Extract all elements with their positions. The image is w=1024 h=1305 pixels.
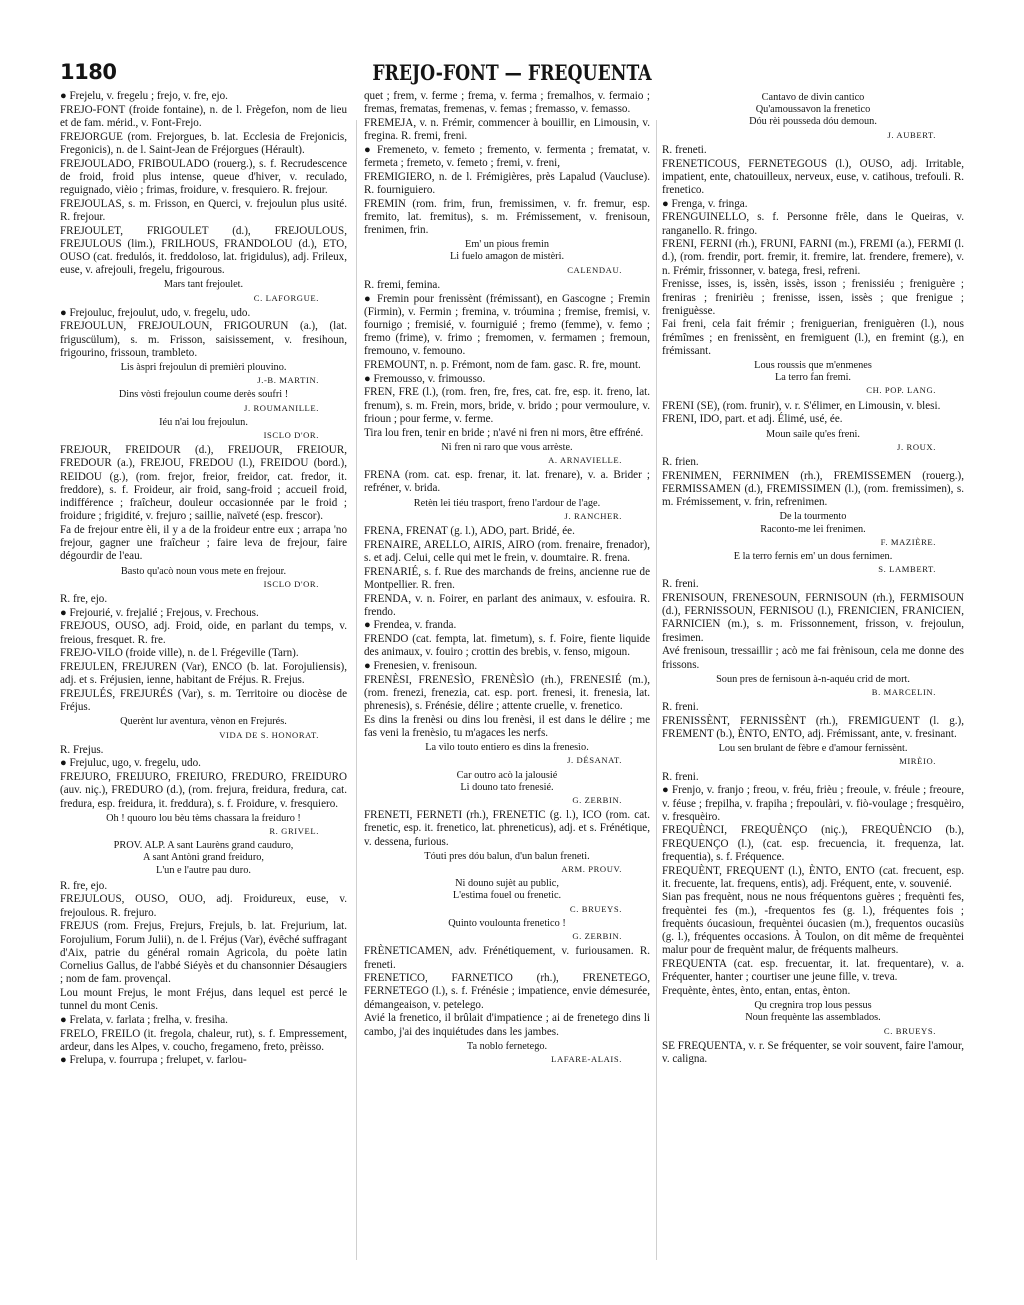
citation-line: Querènt lur aventura, vènon en Frejurés. [120,716,287,728]
citation-line: Qu cregnira trop lous pessus [754,1000,872,1012]
verse-citation [662,1000,964,1037]
dictionary-entry: Fa de frejour entre èli, il y a de la froideur entre eux ; arrapa 'no frejour, gagner une fraîcheur ; faire leva de frejour, faire dégourdir de l'eau. [60,524,347,563]
verse-citation [364,770,650,807]
verse-citation [662,674,964,698]
verse-citation [662,360,964,397]
citation-line: Quinto voulounta frenetico ! [448,917,566,929]
dictionary-entry: ● Fremousso, v. frimousso. [364,372,486,385]
citation-author: ISCLO D'OR. [263,578,319,589]
citation-line: Lous roussis que m'enmenes [754,360,872,372]
dictionary-entry: SE FREQUENTA, v. r. Se fréquenter, se voir souvent, faire l'amour, v. caligna. [662,1039,964,1065]
dictionary-entry: ● Frelupa, v. fourrupa ; frelupet, v. farlou- [60,1054,247,1067]
dictionary-entry: Frenisse, isses, is, issèn, issès, isson ; frenissiéu ; freniguère ; freniras ; frenirièu ; frenisse, issen, issès ; que frenigue ; freniguèsse. [662,278,964,317]
verse-citation [364,742,650,766]
dictionary-entry: FRENI, IDO, part. et adj. Élimé, usé, ée. [662,413,843,426]
verse-citation [364,918,650,942]
dictionary-entry: FRELO, FREILO (it. fregola, chaleur, rut), s. f. Empressement, ardeur, dans les Alpes, v. coucho, fregameno, freto, prèisso. [60,1027,347,1053]
verse-citation [662,551,964,575]
verse-citation [60,716,347,740]
dictionary-entry: R. freneti. [662,143,707,156]
dictionary-column-1 [60,90,347,1270]
running-title: FREJO-FONT — FREQUENTA [372,60,652,85]
dictionary-entry: R. Frejus. [60,743,104,756]
citation-author: B. MARCELIN. [871,686,936,697]
dictionary-entry: quet ; frem, v. ferme ; frema, v. ferma ; fremalhos, v. fermaio ; fremas, frematas, fremenas, v. femas ; fremasso, v. femasso. [364,90,650,116]
dictionary-entry: FREJOULUN, FREJOULOUN, FRIGOURUN (a.), (lat. friguscülum), s. m. Frisson, saisissement, v. fresihoun, frigourino, frissoun, trambleto. [60,320,347,359]
dictionary-entry: FRENETI, FERNETI (rh.), FRENETIC (g. l.), ICO (rom. cat. frenetic, esp. it. frenetico, lat. phreneticus), adj. et s. Frénétique, v. dessena, furious. [364,809,650,848]
dictionary-entry: FREN, FRE (l.), (rom. fren, fre, fres, cat. fre, esp. it. freno, lat. frenum), s. m. Frein, mors, bride, v. brido ; pour vermoulure, v. frioun ; pour ferme, v. ferme. [364,386,650,425]
dictionary-entry: FREJOUS, OUSO, adj. Froid, oide, en parlant du temps, v. freious, fresquet. R. fre. [60,620,347,646]
citation-author: J. AUBERT. [887,129,936,140]
citation-author: MIRÈIO. [899,756,936,767]
dictionary-entry: FREMOUNT, n. p. Frémont, nom de fam. gasc. R. fre, mount. [364,359,641,372]
citation-line: Retèn lei tiéu trasport, freno l'ardour de l'age. [413,497,601,509]
dictionary-entry: Sian pas frequènt, nous ne nous fréquentons guères ; frequènti fes, frequèntei fes (m.), -frequentos fes (g. l.), fréquentes fois ; frequènts óucasioun, frequèntei óucasien (m.), frequentos oucasiùs (g. l.), fréquentes occasions. À Toulon, on dit même de frequèntei malur pour de frequènt malur, de fréquents malheurs. [662,891,964,957]
citation-line: Ni douno sujèt au public, [455,878,559,890]
dictionary-column-2 [364,90,650,1270]
citation-author: ISCLO D'OR. [263,430,319,441]
dictionary-entry: FREJORGUE (rom. Frejorgues, b. lat. Ecclesia de Frejonicis, Fregonicis), n. de l. Saint-Jean de Fréjorgues (Hérault). [60,130,347,156]
dictionary-entry: ● Frejourié, v. frejalié ; Frejous, v. Frechous. [60,606,259,619]
dictionary-entry: ● Frejouluc, frejoulut, udo, v. fregelu, udo. [60,306,251,319]
dictionary-entry: FREJO-FONT (froide fontaine), n. de l. Frègefon, nom de lieu et de fam. mérid., v. Font-Frejo. [60,103,347,129]
dictionary-entry: FRENETICOUS, FERNETEGOUS (l.), OUSO, adj. Irritable, impatient, ente, chatouilleux, nerveux, euse, v. catihous, trefouli. R. frenetico. [662,157,964,196]
citation-line: Tóuti pres dóu balun, d'un balun freneti. [424,850,590,862]
citation-line: Car outro acò la jalousié [456,769,558,781]
dictionary-entry: FRENI (SE), (rom. frunir), v. r. S'élimer, en Limousin, v. blesi. [662,399,941,412]
citation-line: Li douno tato frenesié. [460,781,554,793]
dictionary-entry: ● Frelata, v. farlata ; frelha, v. fresiha. [60,1013,228,1026]
dictionary-entry: FRENI, FERNI (rh.), FRUNI, FARNI (m.), FREMI (a.), FERMI (l. d.), (rom. frendir, port. fremir, it. fremire, lat. frendere, fremere), v. n. Frémir, frissonner, v. batega, fresi, refreni. [662,238,964,277]
dictionary-entry: FRENISOUN, FRENESOUN, FERNISOUN (rh.), FERMISOUN (d.), FERNISSOUN, FERNISOU (l.), FRENICIEN, FRANICIEN, FARNICIEN (m.), s. m. Frissonnement, frisson, v. frejoulun, fresimen. [662,592,964,644]
verse-citation [364,851,650,875]
verse-citation [364,239,650,276]
dictionary-column-3 [662,90,964,1270]
dictionary-entry: FRENAIRE, ARELLO, AIRIS, AIRO (rom. frenaire, frenador), s. et adj. Celui, celle qui met le frein, v. doumtaire. R. frena. [364,538,650,564]
dictionary-entry: FREJULEN, FREJUREN (Var), ENCO (b. lat. Forojuliensis), adj. et s. Fréjusien, ienne, habitant de Fréjus. R. Frejus. [60,661,347,687]
verse-citation [60,417,347,441]
citation-line: La terro fan fremi. [774,372,852,384]
verse-citation [60,813,347,837]
dictionary-entry: FRENA (rom. cat. esp. frenar, it. lat. frenare), v. a. Brider ; refréner, v. brida. [364,469,650,495]
dictionary-entry: Fai freni, cela fait frémir ; freniguerian, freniguèren (l.), nous frémîmes ; en frenissènt, en fremiguent (l.), en fremint (g.), en frémissant. [662,318,964,357]
citation-line: Dóu rèi pousseda dóu demoun. [749,116,877,128]
dictionary-entry: FREMIGIERO, n. de l. Frémigières, près Lapalud (Vaucluse). R. fourniguiero. [364,170,650,196]
dictionary-entry: FREQUENTA (cat. esp. frecuentar, it. lat. frequentare), v. a. Fréquenter, hanter ; courtiser une jeune fille, v. treva. [662,958,964,984]
verse-citation [662,429,964,453]
dictionary-entry: FREQUÈNT, FREQUENT (l.), ÈNTO, ENTO (cat. frecuent, esp. it. frecuente, lat. frequens, entis), adj. Fréquent, ente, v. souvenié. [662,864,964,890]
verse-citation [60,279,347,303]
dictionary-entry: Frequènte, èntes, ènto, entan, entas, ènton. [662,984,851,997]
dictionary-entry: Avé frenisoun, tressaillir ; acò me fai frènisoun, cela me donne des frissons. [662,645,964,671]
dictionary-entry: FREJURO, FREIJURO, FREIURO, FREDURO, FREIDURO (auv. niç.), FREDURO (d.), (rom. frejura, freidura, fredura, cat. fredura, esp. freidura, it. freddura), s. f. Froidure, v. fresquiero. [60,771,347,810]
dictionary-entry: ● Frenjo, v. franjo ; freou, v. fréu, frièu ; freoule, v. fréule ; freoure, v. féuse ; frepilha, v. frapiha ; frepoulàri, v. fiò-voulage ; fresquèiro, v. fresquèiro. [662,784,964,823]
dictionary-entry: Lou mount Frejus, le mont Fréjus, dans lequel est percé le tunnel du mont Cenis. [60,986,347,1013]
citation-author: F. MAZIÈRE. [880,536,936,547]
citation-author: S. LAMBERT. [878,564,936,575]
citation-author: VIDA DE S. HONORAT. [219,729,319,740]
dictionary-entry: FREJOULADO, FRIBOULADO (rouerg.), s. f. Recrudescence de froid, froid plus intense, queue d'hiver, v. reculado, reguignado, vièio ; frimas, froidure, v. fresquiero. R. frejour. [60,157,347,196]
dictionary-entry: Tira lou fren, tenir en bride ; n'avé ni fren ni mors, être effréné. [364,426,644,439]
verse-citation [662,92,964,141]
dictionary-entry: FRENETICO, FARNETICO (rh.), FRENETEGO, FERNETEGO (l.), s. f. Frénésie ; impatience, envie démesurée, démangeaison, v. petelego. [364,972,650,1011]
dictionary-entry: Avié la frenetico, il brûlait d'impatience ; ai de frenetego dins li cambo, j'ai des inquiétudes dans les jambes. [364,1012,650,1038]
citation-line: Basto qu'acò noun vous mete en frejour. [120,565,287,577]
verse-citation [662,511,964,548]
citation-line: Mars tant frejoulet. [163,279,244,291]
citation-line: Soun pres de fernisoun à-n-aquéu crid de mort. [716,673,910,685]
verse-citation [60,389,347,413]
dictionary-entry: ● Fremeneto, v. femeto ; fremento, v. fermenta ; frematat, v. fermeta ; fremeto, v. femeto ; fremi, v. freni, [364,143,650,170]
dictionary-entry: FREMEJA, v. n. Frémir, commencer à bouillir, en Limousin, v. fregina. R. fremi, freni. [364,116,650,143]
verse-citation [364,498,650,522]
page-number: 1180 [60,60,117,84]
citation-line: Ni fren ni raro que vous arrèste. [441,441,573,453]
dictionary-entry: FREQUÈNCI, FREQUÈNÇO (niç.), FREQUÈNCIO (b.), FREQUENÇO (l.), (cat. esp. frecuencia, it. frequenza, lat. frequentia), s. f. Fréquence. [662,824,964,863]
citation-author: J. ROUX. [897,441,936,452]
citation-author: C. BRUEYS. [883,1025,936,1036]
dictionary-entry: R. freni. [662,578,699,591]
citation-line: Ta noblo fernetego. [466,1040,548,1052]
citation-author: C. BRUEYS. [569,903,622,914]
verse-citation [364,878,650,915]
verse-citation [60,362,347,386]
dictionary-entry: ● Frejelu, v. fregelu ; frejo, v. fre, ejo. [60,90,228,102]
dictionary-entry: FREJOUR, FREIDOUR (d.), FREIJOUR, FREIOUR, FREDOUR (a.), FREJOU, FREDOU (l.), FREIDOU (bord.), REIDOU (g.), (rom. frejor, freior, freidor, cat. fredor, it. freddore), s. f. Froideur, air froid, sang-froid ; accueil froid, indifférence ; fraîcheur, douleur occasionnée par le froid ; froidure ; frigidité, v. frejuro ; saillie, naïveté (esp. frescor). [60,444,347,523]
citation-author: A. ARNAVIELLE. [548,454,622,465]
citation-author: J. RANCHER. [564,510,622,521]
citation-author: LAFARE-ALAIS. [551,1053,622,1064]
citation-line: Em' un pious fremin [465,239,549,251]
verse-citation [364,1041,650,1065]
dictionary-entry: ● Frenga, v. fringa. [662,197,748,210]
citation-line: E la terro fernis em' un dous fernimen. [733,550,893,562]
citation-line: Raconto-me lei frenimen. [760,523,866,535]
dictionary-entry: FREJO-VILO (froide ville), n. de l. Frégeville (Tarn). [60,647,299,660]
dictionary-entry: FRENDO (cat. fempta, lat. fimetum), s. f. Foire, fiente liquide des animaux, v. fouiro ; crottin des brebis, v. fenso, migoun. [364,633,650,659]
verse-citation [364,442,650,466]
citation-author: C. LAFORGUE. [253,292,319,303]
dictionary-entry: FREJULÉS, FREJURÉS (Var), s. m. Territoire ou diocèse de Fréjus. [60,687,347,714]
citation-line: PROV. ALP. A sant Laurèns grand cauduro, [113,840,294,852]
dictionary-entry: ● Fremin pour frenissènt (frémissant), en Gascogne ; Fremin (Firmin), v. Fermin ; fremina, v. tróumina ; fremise, fremisi, v. fournigo ; fremisié, v. fourniguié ; fremo (femme), v. femo ; fremo (frime), v. frimo ; fremomen, v. fermamen ; fremoun, fremouno, v. femouno. [364,292,650,358]
citation-line: Noun frequènte las assemblados. [745,1012,881,1024]
dictionary-entry: FRENISSÈNT, FERNISSÈNT (rh.), FREMIGUENT (l. g.), FREMENT (b.), ÈNTO, ENTO, adj. Frémissant, ante, v. fresinant. [662,714,964,741]
dictionary-entry: R. fre, ejo. [60,879,108,892]
citation-author: CALENDAU. [567,264,622,275]
citation-line: Oh ! quouro lou bèu tèms chassara la freiduro ! [106,812,301,824]
dictionary-entry: ● Frenesien, v. frenisoun. [364,660,478,673]
dictionary-entry: FRENARIÉ, s. f. Rue des marchands de freins, ancienne rue de Montpellier. R. fren. [364,565,650,591]
dictionary-entry: R. frien. [662,455,699,468]
citation-line: L'estima fouel ou frenetic. [452,890,562,902]
column-divider [656,120,657,1260]
dictionary-entry: R. fremi, femina. [364,278,441,291]
citation-line: La vìlo touto entiero es dins la frenesìo. [425,742,589,754]
verse-citation [662,743,964,767]
citation-line: De la tourmento [779,511,847,523]
citation-author: ARM. PROUV. [561,864,622,875]
citation-author: J.-B. MARTIN. [257,375,319,386]
dictionary-entry: Es dins la frenèsi ou dins lou frenèsi, il est dans le délire ; me fas veni la frenèsio, tu m'agaces les nerfs. [364,713,650,740]
citation-author: J. ROUMANILLE. [244,402,319,413]
dictionary-entry: FREMIN (rom. frim, frun, fremissimen, v. fr. fremur, esp. fremito, lat. fremitus), s. m. Frémissement, v. frenisoun, frenimen, frin. [364,197,650,237]
dictionary-entry: FREJULOUS, OUSO, OUO, adj. Froidureux, euse, v. frejoulous. R. frejuro. [60,893,347,919]
dictionary-entry: FRENDA, v. n. Foirer, en parlant des animaux, v. esfouira. R. frendo. [364,592,650,618]
dictionary-entry: FREJUS (rom. Frejus, Frejurs, Frejuls, b. lat. Frejurium, lat. Forojulium, Forum Julii), n. de l. Fréjus (Var), évêché suffragant d'Aix, patrie du général romain Agricola, du poète latin Cornelius Gallus, de l'abbé Siéyès et du chansonnier Désaugiers ; nom de fam. provençal. [60,920,347,986]
dictionary-entry: FRENGUINELLO, s. f. Personne frêle, dans le Queiras, v. ranganello. R. fringo. [662,211,964,237]
verse-citation [60,840,347,877]
citation-author: R. GRIVEL. [269,825,319,836]
dictionary-entry: FREJOULAS, s. m. Frisson, en Querci, v. frejoulun plus usité. R. frejour. [60,197,347,223]
dictionary-entry: FRENÈSI, FRENESÌO, FRENÈSÌO (rh.), FRENESIÉ (m.), (rom. frenezi, frenezia, cat. esp. port. frenesi, it. frenesia, lat. phrenesis), s. Frénésie, délire ; attente cruelle, v. frenetico. [364,673,650,713]
dictionary-entry: R. freni. [662,701,699,714]
citation-author: G. ZERBIN. [572,931,622,942]
dictionary-entry: ● Frejuluc, ugo, v. fregelu, udo. [60,757,201,770]
dictionary-entry: R. fre, ejo. [60,593,108,606]
column-divider [356,120,357,1260]
citation-line: Qu'amoussavon la frenetico [755,104,871,116]
citation-line: Li fuelo amagon de mistèri. [449,251,565,263]
citation-author: G. ZERBIN. [572,795,622,806]
citation-line: Dins vòstì frejoulun coume derès soufri ! [118,389,289,401]
dictionary-entry: R. freni. [662,770,699,783]
citation-line: Lou sen brulant de fèbre e d'amour fernissènt. [718,743,908,755]
citation-line: Iéu n'ai lou frejoulun. [159,416,248,428]
citation-author: CH. POP. LANG. [866,385,936,396]
dictionary-entry: FRENA, FRENAT (g. l.), ADO, part. Bridé, ée. [364,525,575,537]
page-header [60,60,964,90]
dictionary-entry: ● Frendea, v. franda. [364,619,457,632]
citation-line: A sant Antòni grand freiduro, [143,852,264,864]
dictionary-entry: FREJOULET, FRIGOULET (d.), FREJOULOUS, FREJULOUS (lim.), FRILHOUS, FRANDOLOU (d.), ETO, OUSO (cat. fredulós, it. freddoloso, lat. frigidulus), adj. Frileux, euse, v. afrejouli, fregelu, frigourous. [60,224,347,277]
verse-citation [60,566,347,590]
dictionary-entry: FRÈNETICAMEN, adv. Frénétiquement, v. furiousamen. R. freneti. [364,945,650,971]
dictionary-entry: FRENIMEN, FERNIMEN (rh.), FREMISSEMEN (rouerg.), FERMISSAMEN (d.), FREMISSIMEN (l.), (rom. fremissimen), s. m. Frémissement, v. frin, refrenimen. [662,469,964,509]
citation-author: J. DÉSANAT. [567,755,622,766]
citation-line: Lis àspri frejoulun di premièri plouvino. [120,362,287,374]
citation-line: Moun saile qu'es freni. [766,428,860,440]
citation-line: L'un e l'autre pau duro. [156,864,251,876]
citation-line: Cantavo de divin cantico [761,92,865,103]
